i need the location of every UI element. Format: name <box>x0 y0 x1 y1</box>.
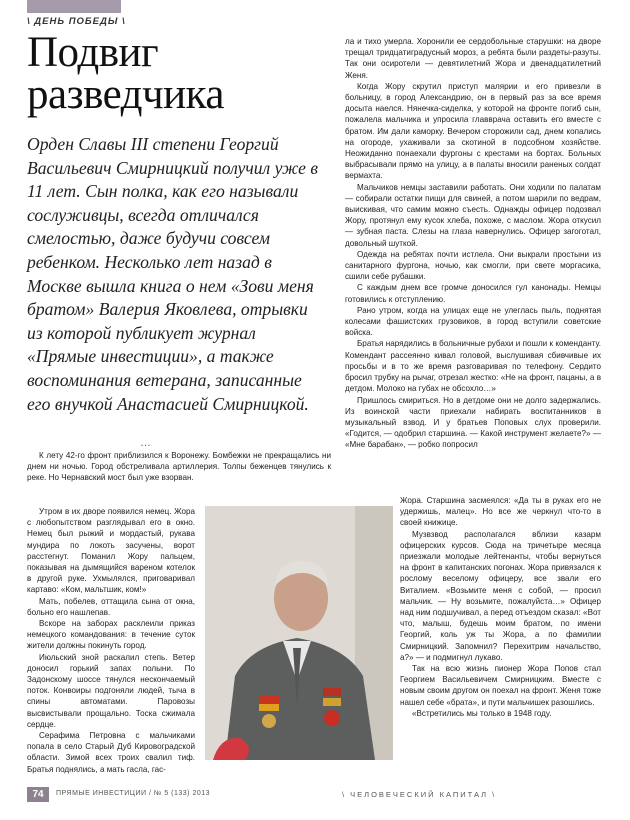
title-line-2: разведчика <box>27 71 224 118</box>
paragraph: С каждым днем все громче доносился гул канонады. Немцы готовились к отступлению. <box>345 283 601 304</box>
paragraph: Мать, побелев, оттащила сына от окна, больно его нашлепав. <box>27 596 195 617</box>
paragraph: Так на всю жизнь пионер Жора Попов стал Георгием Васильевичем Смирницким. Вместе с новым своим другом он поехал на фронт. Женя тоже нашел себе «брата», и пути мальчишек разошлись. <box>400 664 601 707</box>
paragraph: ла и тихо умерла. Хоронили ее сердобольные старушки: на дворе трещал тридцатиградусный мороз, а ребята были раздеты-разуты. Так они осиротели — девятилетний Жора и двенадцатилетний Женя. <box>345 37 601 80</box>
veteran-photo <box>205 506 393 760</box>
magazine-issue: ПРЯМЫЕ ИНВЕСТИЦИИ / № 5 (133) 2013 <box>56 790 211 797</box>
body-column-left-top <box>27 450 331 484</box>
page-number: 74 <box>27 787 49 802</box>
paragraph: Рано утром, когда на улицах еще не улеглась пыль, поднятая колесами фашистских грузовиков, в город вступили советские войска. <box>345 305 601 338</box>
paragraph: Серафима Петровна с мальчиками попала в село Старый Дуб Кировоградской области. Зимой всех троих свалил тиф. Братья поднялись, а мать гасла, гас- <box>27 731 195 774</box>
body-column-left <box>27 506 195 775</box>
paragraph: Вскоре на заборах расклеили приказ немецкого командования: в течение суток жители должны покинуть город. <box>27 619 195 651</box>
paragraph: Когда Жору скрутил приступ малярии и его привезли в больницу, в город Александрию, он в первый раз за все время досыта наелся. Нянечка-сиделка, у которой на фронте погиб сын, пожалела мальчика и упросила главврача оставить его вместе с братом. Им дали каморку. Вечером сторожили сад, днем копались на огороде, ухаживали за скотиной в подсобном хозяйстве. Неожиданно понаехали фургоны с крестами на бортах. Больных выбрасывали прямо на улицу, а в палаты вносили раненых солдат вермахта. <box>345 81 601 181</box>
title-line-1: Подвиг <box>27 29 159 76</box>
paragraph: Пришлось смириться. Но в детдоме они не долго задержались. Из воинской части приехали набирать воспитанников в музыкальный взвод. И у братьев Поповых слух проверили. «Годится, — одобрил старшина. — Какой инструмент желаете?» — «Мне барабан», — робко попросил <box>345 395 601 450</box>
paragraph: Июльский зной раскалил степь. Ветер доносил горький запах полыни. По Задонскому шоссе тянулся нескончаемый поток. Конвоиры подгоняли людей, тыча в спины автоматами. Паровозы высвистывали прощально. Тоска сжимала сердце. <box>27 652 195 729</box>
separator-dots: … <box>140 437 152 449</box>
paragraph: Музвзвод располагался вблизи казарм офицерских курсов. Сюда на тричетыре месяца приезжали молодые лейтенанты, чтобы вернуться на фронт в капитанских погонах. Жора привязался к рослому веселому офицеру, все звали его Виталием. «Возьмите меня с собой, — просил мальчик. — Ну возьмите, пожалуйста…» Офицер над ним подшучивал, а перед отъездом сказал: «Вот что, малыш, будешь моим братом, по имени Георгий, коль уж ты Жора, а по фамилии Смирницкий. Запомнил? Перехитрим начальство, а?» — и подмигнул лукаво. <box>400 529 601 662</box>
page-footer <box>0 787 630 803</box>
paragraph: Мальчиков немцы заставили работать. Они ходили по палатам — собирали остатки пищи для свиней, а потом шарили по ведрам, выискивая, что самим можно съесть. Однажды офицер подозвал Жору, протянул ему кусок хлеба, похоже, с маслом. Жора откусил — зубная паста. Слезы на глаза навернулись. Офицер загоготал, довольный шуткой. <box>345 182 601 248</box>
paragraph: Одежда на ребятах почти истлела. Они выкрали простыни из санитарного фургона, ночью, как смогли, при свете моргасика, сшили себе рубашки. <box>345 249 601 282</box>
lead-paragraph: Орден Славы III степени Георгий Васильевич Смирницкий получил уже в 11 лет. Сын полка, как его называли сослуживцы, всегда отличался смелостью, даже будучи совсем ребенком. Несколько лет назад в Москве вышла книга о нем «Зови меня братом» Валерия Яковлева, отрывки из которой публикует журнал «Прямые инвестиции», а также воспоминания ветерана, записанные его внучкой Анастасией Смирницкой. <box>27 134 318 414</box>
veteran-portrait-illustration <box>205 506 393 760</box>
paragraph: Братья нарядились в больничные рубахи и пошли к коменданту. Комендант рассеянно кивал головой, выслушивая сбивчивые их просьбы и в то же время разговаривая по телефону. Сердито бросил трубку на рычаг, отрезал жестко: «Не на фронт, пацаны, а в детдом. Молоко на губах не обсохло…» <box>345 339 601 394</box>
footer-section: \ ЧЕЛОВЕЧЕСКИЙ КАПИТАЛ \ <box>342 790 497 799</box>
paragraph: «Встретились мы только в 1948 году. <box>412 708 552 718</box>
body-column-right-wrap <box>400 495 601 719</box>
body-column-right-top <box>345 36 601 451</box>
article-title <box>27 29 224 118</box>
section-rubric: \ ДЕНЬ ПОБЕДЫ \ <box>27 16 126 27</box>
paragraph: Утром в их дворе появился немец. Жора с любопытством разглядывал его в окно. Немец был рыжий и мордастый, рукава мундира по локоть засучены, ворот расстегнут. Поманил Жору пальцем, показывая на дымящийся вареном котелок в другой руке. Ухмылялся, приговаривал картаво: «Ком, мальтшик, ком!» <box>27 507 195 595</box>
paragraph: Жора. Старшина засмеялся: «Да ты в руках его не удержишь, малец». Но все же черкнул что-то в своей книжице. <box>400 496 601 528</box>
corner-accent-block <box>27 0 121 13</box>
paragraph: К лету 42-го фронт приблизился к Воронежу. Бомбежки не прекращались ни днем ни ночью. Город обстреливала артиллерия. Толпы беженцев тянулись к реке. Но Чернавский мост был уже взорван. <box>27 451 331 483</box>
